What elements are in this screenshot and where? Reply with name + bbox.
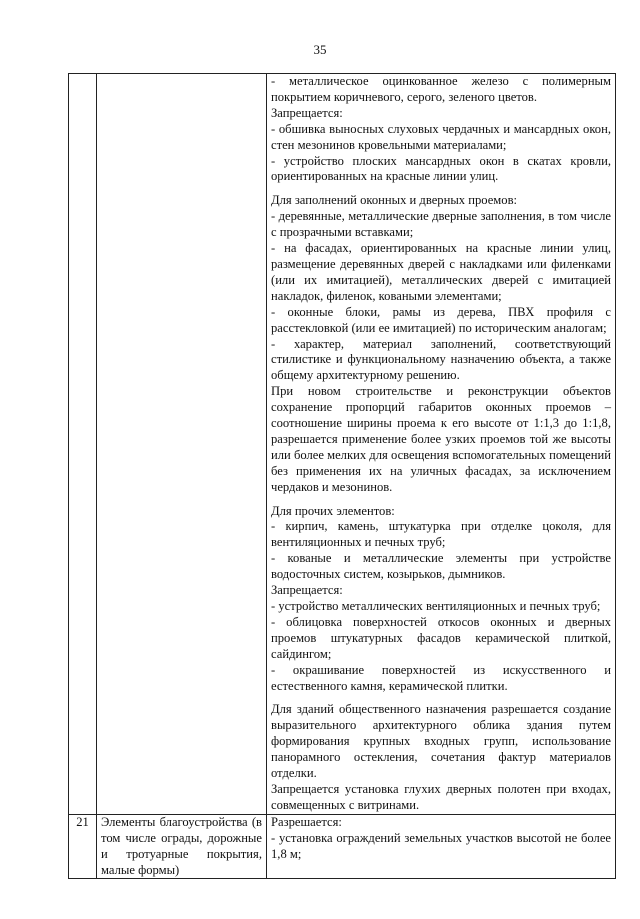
table-row-continued	[69, 74, 616, 815]
text-block-openings	[271, 193, 611, 495]
paragraph: При новом строительстве и реконструкции объектов сохранение пропорций габаритов оконных проемов – соотношение ширины проема к его высоте от 1:1,3 до 1:1,8, разрешается применение более узких проемов той же высоты или более мелких для освещения вспомогательных помещений без применения их на уличных фасадах, за исключением чердаков и мезонинов.	[271, 384, 611, 494]
paragraph: - облицовка поверхностей откосов оконных и дверных проемов штукатурных фасадов керамической плиткой, сайдингом;	[271, 614, 611, 661]
requirements-cell	[267, 74, 616, 815]
paragraph: - обшивка выносных слуховых чердачных и мансардных окон, стен мезонинов кровельными материалами;	[271, 121, 611, 152]
paragraph: Разрешается:	[271, 814, 342, 829]
paragraph: Запрещается:	[271, 583, 343, 598]
paragraph: - установка ограждений земельных участков высотой не более 1,8 м;	[271, 830, 611, 861]
paragraph: - устройство плоских мансардных окон в скатах кровли, ориентированных на красные линии улиц.	[271, 153, 611, 184]
paragraph: - деревянные, металлические дверные заполнения, в том числе с прозрачными вставками;	[271, 209, 611, 240]
element-name-cell	[97, 814, 267, 879]
paragraph: Для заполнений оконных и дверных проемов:	[271, 193, 518, 208]
row-number-cell	[69, 74, 97, 815]
paragraph: - на фасадах, ориентированных на красные линии улиц, размещение деревянных дверей с накладками или филенками (или их имитацией), металлических дверей с имитацией накладок, филенок, коваными элементами;	[271, 241, 611, 303]
paragraph: Запрещается:	[271, 105, 343, 120]
text-block-roofing	[271, 74, 611, 185]
paragraph: - кирпич, камень, штукатурка при отделке цоколя, для вентиляционных и печных труб;	[271, 519, 611, 550]
element-name-cell	[97, 74, 267, 815]
requirements-cell	[267, 814, 616, 879]
paragraph: - окрашивание поверхностей из искусственного и естественного камня, керамической плитки.	[271, 662, 611, 693]
paragraph: - металлическое оцинкованное железо с полимерным покрытием коричневого, серого, зеленого цветов.	[271, 74, 611, 104]
table-row-21	[69, 814, 616, 879]
element-name: Элементы благоустройства (в том числе ограды, дорожные и тротуарные покрытия, малые формы)	[101, 814, 262, 877]
page-number: 35	[313, 42, 327, 57]
paragraph: Для прочих элементов:	[271, 503, 395, 518]
paragraph: - оконные блоки, рамы из дерева, ПВХ профиля с расстекловкой (или ее имитацией) по историческим аналогам;	[271, 304, 611, 335]
row-number-cell: 21	[69, 814, 97, 879]
regulations-table	[68, 73, 616, 879]
text-block-other-elements	[271, 504, 611, 695]
paragraph: Для зданий общественного назначения разрешается создание выразительного архитектурного облика здания путем формирования крупных входных групп, использование панорамного остекления, сочетания фактур материалов отделки.	[271, 702, 611, 781]
paragraph: - характер, материал заполнений, соответствующий стилистике и функциональному назначению объекта, а также общему архитектурному решению.	[271, 336, 611, 383]
paragraph: - устройство металлических вентиляционных и печных труб;	[271, 599, 601, 613]
paragraph: - кованые и металлические элементы при устройстве водосточных систем, козырьков, дымников.	[271, 551, 611, 582]
paragraph: Запрещается установка глухих дверных полотен при входах, совмещенных с витринами.	[271, 781, 611, 812]
text-block-public-buildings	[271, 702, 611, 813]
